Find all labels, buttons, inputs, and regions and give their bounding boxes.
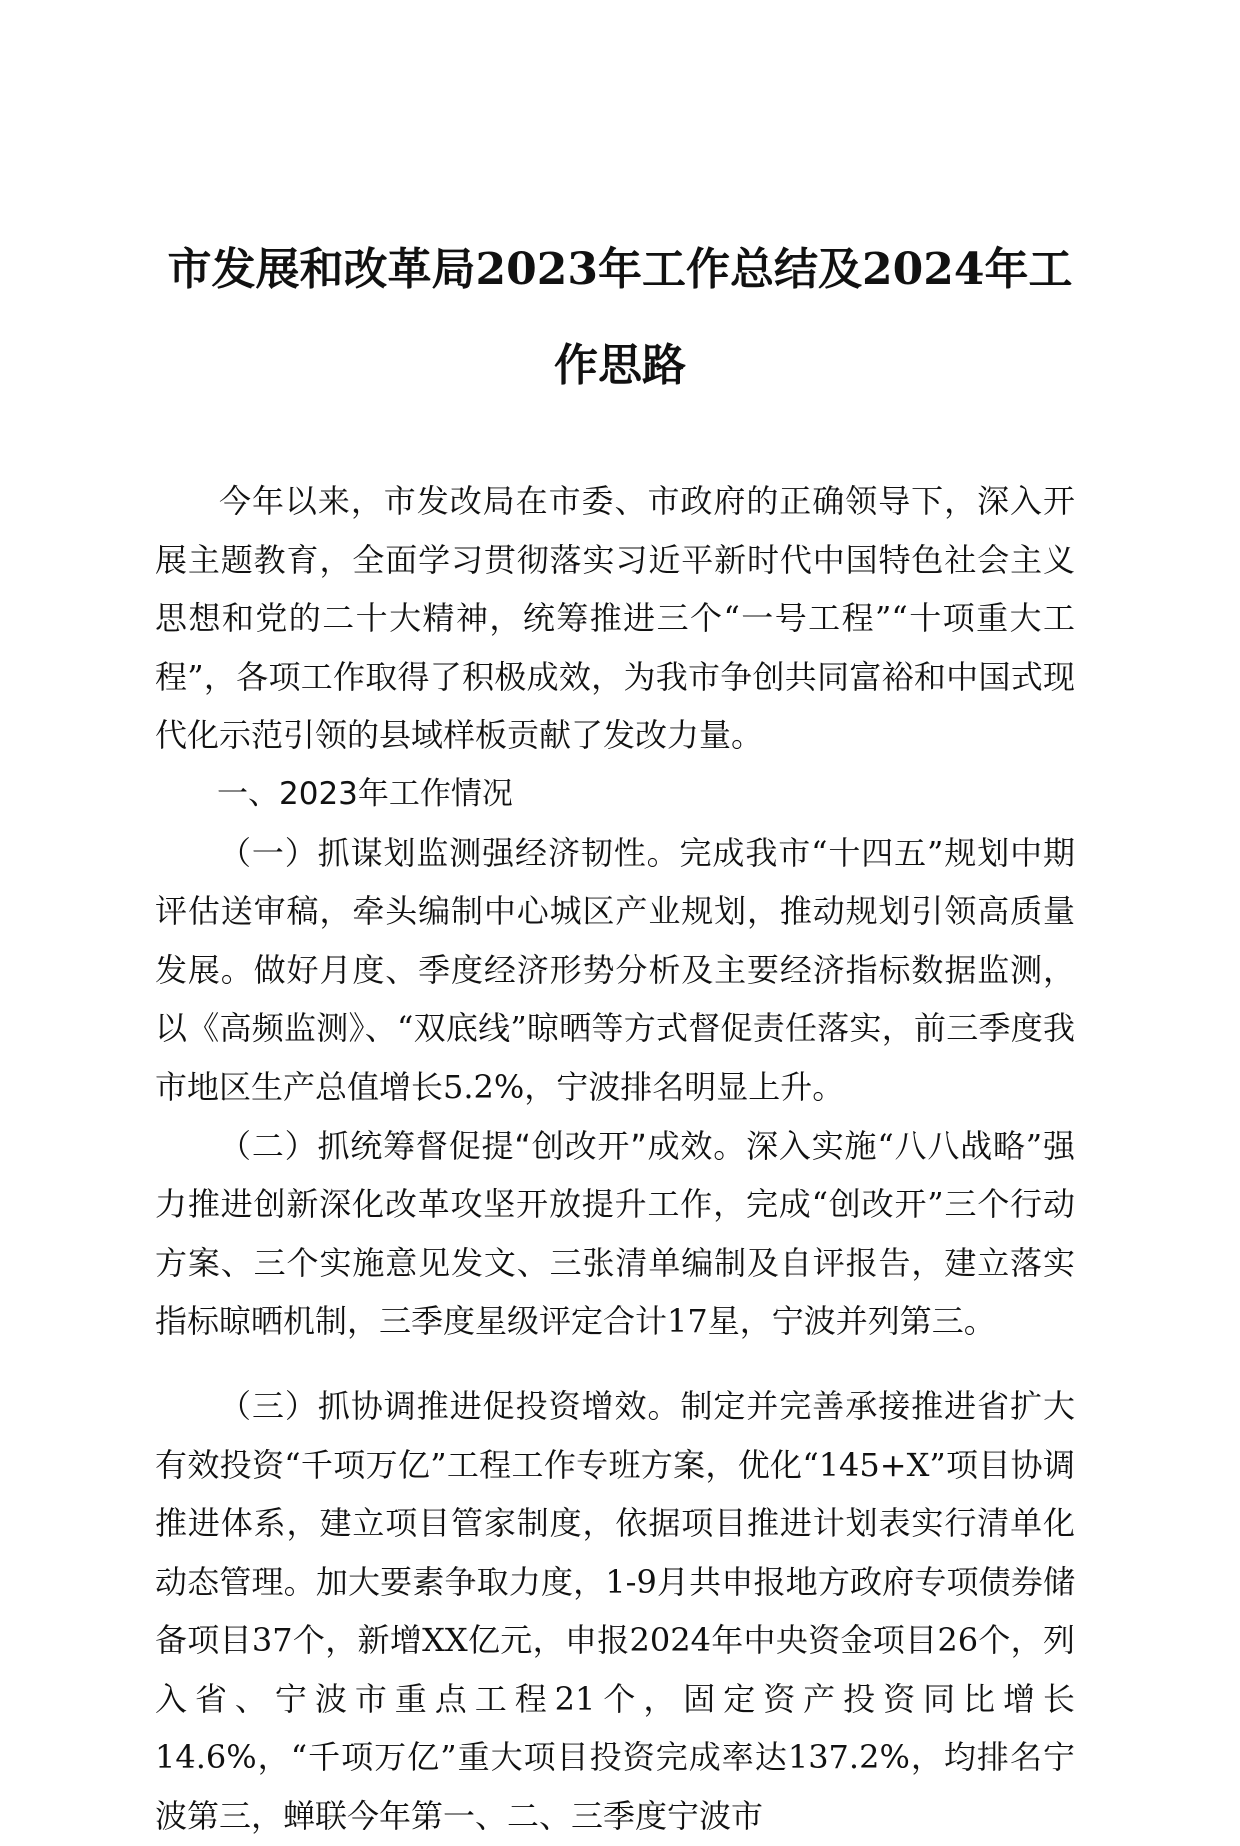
title-line-1: 市发展和改革局2023年工作总结及2024年工 — [167, 244, 1073, 295]
section-heading-1: 一、2023年工作情况 — [217, 775, 513, 812]
item-paragraph-3 — [155, 1377, 1075, 1846]
document-body — [155, 472, 1075, 1846]
item-label-1: （一）抓谋划监测强经济韧性。 — [219, 833, 680, 872]
item-text-2: 深入实施“八八战略”强力推进创新深化改革攻坚开放提升工作，完成“创改开”三个行动方案、三个实施意见发文、三张清单编制及自评报告，建立落实指标晾晒机制，三季度星级评定合计17星，宁波并列第三。 — [155, 1126, 1075, 1341]
paragraph-spacer — [155, 1351, 1075, 1377]
item-text-1: 完成我市“十四五”规划中期评估送审稿，牵头编制中心城区产业规划，推动规划引领高质量发展。做好月度、季度经济形势分析及主要经济指标数据监测，以《高频监测》、“双底线”晾晒等方式督促责任落实，前三季度我市地区生产总值增长5.2%，宁波排名明显上升。 — [155, 833, 1075, 1106]
item-text-3: 制定并完善承接推进省扩大有效投资“千项万亿”工程工作专班方案，优化“145+X”项目协调推进体系，建立项目管家制度，依据项目推进计划表实行清单化动态管理。加大要素争取力度，1-9月共申报地方政府专项债券储备项目37个，新增XX亿元，申报2024年中央资金项目26个，列入省、宁波市重点工程21个，固定资产投资同比增长14.6%，“千项万亿”重大项目投资完成率达137.2%，均排名宁波第三，蝉联今年第一、二、三季度宁波市 — [155, 1386, 1075, 1836]
title-line-2: 作思路 — [554, 340, 686, 391]
item-label-3: （三）抓协调推进促投资增效。 — [219, 1386, 681, 1425]
document-title — [120, 222, 1120, 414]
item-paragraph-2 — [155, 1117, 1075, 1351]
item-paragraph-1 — [155, 824, 1075, 1117]
intro-paragraph: 今年以来，市发改局在市委、市政府的正确领导下，深入开展主题教育，全面学习贯彻落实习近平新时代中国特色社会主义思想和党的二十大精神，统筹推进三个“一号工程”“十项重大工程”，各项工作取得了积极成效，为我市争创共同富裕和中国式现代化示范引领的县域样板贡献了发改力量。 — [155, 482, 1075, 755]
item-label-2: （二）抓统筹督促提“创改开”成效。 — [219, 1126, 747, 1165]
